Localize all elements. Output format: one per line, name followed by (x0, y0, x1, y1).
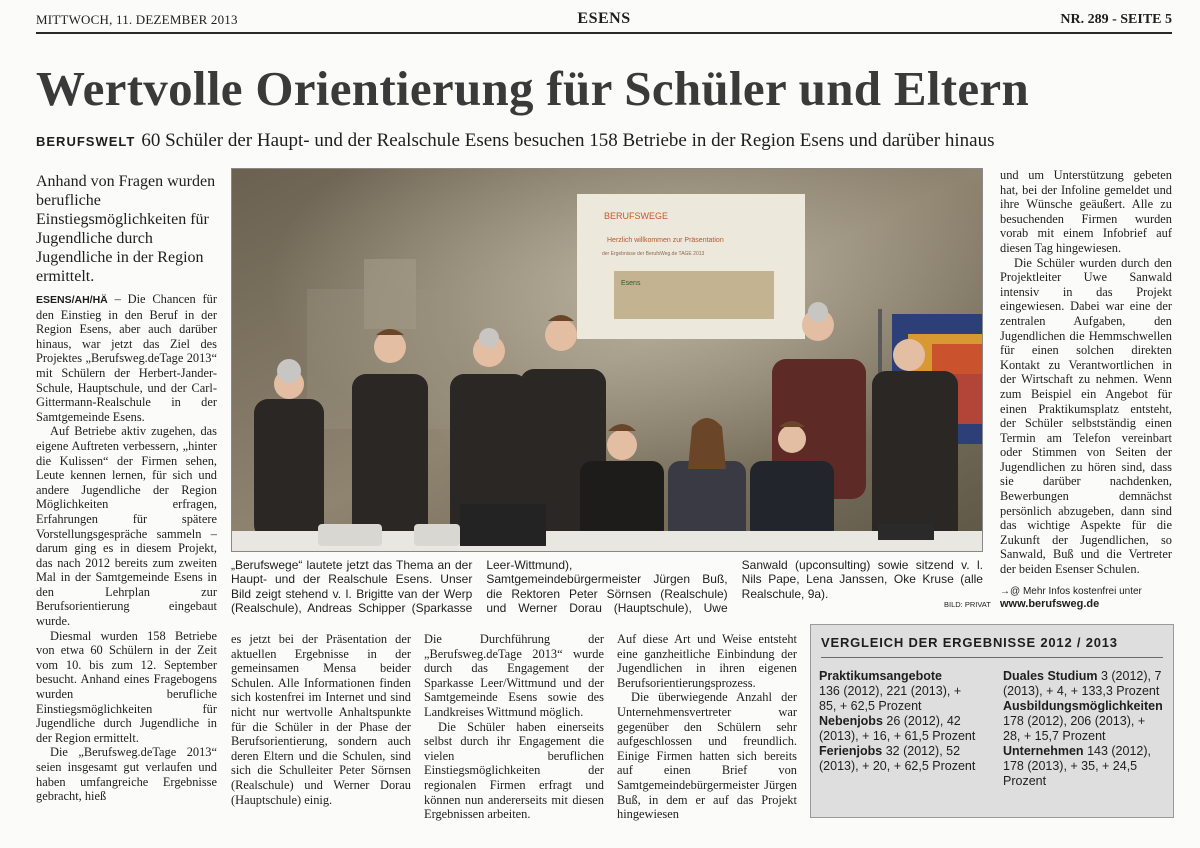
box-title: VERGLEICH DER ERGEBNISSE 2012 / 2013 (821, 635, 1118, 650)
paragraph-10: und um Unterstützung gebeten hat, bei der Infoline gemeldet und ihre Wünsche geäußert. Alle zu besuchenden Firmen wurden vorab mit einem Infobrief auf diesen Tag hingewiesen. (1000, 168, 1172, 255)
kicker (36, 130, 1172, 152)
article-column-1 (36, 292, 217, 827)
photo-illustration (232, 169, 983, 552)
stat-values: 26 (2012), 42 (2013), + 16, + 61,5 Prozent (819, 714, 976, 743)
stat-values: 143 (2012), 178 (2013), + 35, + 24,5 Prozent (1003, 744, 1151, 788)
projector (878, 524, 934, 540)
more-info (1000, 585, 1172, 611)
slide-title: BERUFSWEGE (604, 211, 669, 221)
stat-values: 3 (2012), 7 (2013), + 4, + 133,3 Prozent (1003, 669, 1162, 698)
more-info-text: Mehr Infos kostenfrei unter (1022, 586, 1142, 597)
paragraph-1: – Die Chancen für den Einstieg in den Beruf in der Region Esens, aber auch darüber hinaus, war jetzt das Ziel des Projektes „Berufsweg.deTage 2013“ mit Schülern der Herbert-Jander-Schule, Hauptschule, und der Carl-Gittermann-Realschule in der Samtgemeinde Esens. (36, 292, 217, 424)
projection-slide (577, 194, 805, 339)
article-column-2 (231, 632, 411, 827)
slide-logo: Esens (621, 280, 641, 287)
arrow-icon: →@ (1000, 586, 1021, 597)
paragraph-3: Diesmal wurden 158 Betriebe von etwa 60 Schülern in der Zeit vom 10. bis zum 12. September besucht. Anhand eines Fragebogens wurden berufliche Einstiegsmöglichkeiten für Jugendliche durch Jugendliche in der Region ermittelt. (36, 628, 217, 745)
stat-values: 32 (2012), 52 (2013), + 20, + 62,5 Prozent (819, 744, 976, 773)
article-photo (231, 168, 983, 552)
stat-label: Duales Studium (1003, 669, 1098, 683)
stat-item (1003, 699, 1165, 744)
stat-label: Ferienjobs (819, 744, 883, 758)
paragraph-4: Die „Berufsweg.deTage 2013“ seien insgesamt gut verlaufen und haben umfangreiche Ergebnisse gebracht, hieß (36, 745, 217, 804)
box-rule (821, 657, 1163, 658)
paragraph-6: Die Durchführung der „Berufsweg.deTage 2013“ wurde durch das Engagement der Sparkasse Leer/Wittmund und der Samtgemeinde Esens sowie des Landkreises Wittmund möglich. (424, 632, 604, 719)
stat-item (819, 669, 981, 714)
stat-values: 178 (2012), 206 (2013), + 28, + 15,7 Prozent (1003, 714, 1146, 743)
results-comparison-box (810, 624, 1174, 818)
section-name: ESENS (577, 10, 631, 27)
stat-label: Nebenjobs (819, 714, 883, 728)
more-info-url[interactable]: www.berufsweg.de (1000, 598, 1100, 610)
box-left-column (819, 669, 981, 774)
intro-text: Anhand von Fragen wurden berufliche Einstiegsmöglichkeiten für Jugendliche durch Jugendliche in der Region ermittelt. (36, 173, 216, 285)
box-right-column (1003, 669, 1165, 789)
paragraph-2: Auf Betriebe aktiv zugehen, das eigene Auftreten verbessern, „hinter die Kulissen“ der Firmen sehen, Leute kennen lernen, für sich und andere Jugendliche der Region Möglichkeiten erfragen, Erfahrungen für spätere Vorstellungsgespräche sammeln – darum ging es in diesem Projekt, das nach 2012 bereits zum zweiten Mal in der Samtgemeinde Esens in den Lehrplan zur Berufsorientierung eingebaut wurde. (36, 424, 217, 629)
paragraph-9: Die überwiegende Anzahl der Unternehmensvertreter war gegenüber den Schülern sehr aufgeschlossen und freundlich. Einige Firmen hatten sich bereits auf einen Brief von Samtgemeindebürgermeister Jürgen Buß, in dem er auf das Projekt hingewiesen (617, 690, 797, 822)
stat-item (819, 714, 981, 744)
headline: Wertvolle Orientierung für Schüler und Eltern (36, 61, 1030, 116)
issue-date: MITTWOCH, 11. DEZEMBER 2013 (36, 12, 238, 27)
dateline: ESENS/AH/HÄ (36, 294, 108, 306)
paragraph-11: Die Schüler wurden durch den Projektleiter Uwe Sanwald intensiv in das Projekt eingewiesen. Dabei war eine der zentralen Aufgaben, den Jugendlichen die Hemmschwellen für einen solchen direkten Kontakt zu Verantwortlichen in der Wirtschaft zu nehmen. Wenn zum Beispiel ein Angebot für einen Praktikumsplatz entsteht, der Schüler selbstständig einen Termin am Telefon vereinbart oder Stimmen von Seiten der Jugendlichen zu hören sind, dass sie darüber nachdenken, Bewerbungen demnächst persönlich abzugeben, dann sind das wichtige Aspekte für die Zukunft der Jugendlichen, so Sanwald, Buß und die Vertreter der beiden Esenser Schulen. (1000, 255, 1172, 577)
slide-subtitle: Herzlich willkommen zur Präsentation (607, 237, 724, 244)
stat-label: Unternehmen (1003, 744, 1084, 758)
stat-label: Praktikumsangebote (819, 669, 942, 683)
paragraph-7: Die Schüler haben einerseits selbst durch ihr Engagement die vielen beruflichen Einstiegsmöglichkeiten der regionalen Firmen erfragt und können nun andererseits mit diesen Ergebnissen arbeiten. (424, 719, 604, 822)
article-column-5 (1000, 168, 1172, 588)
stat-item (1003, 744, 1165, 789)
slide-line: der Ergebnisse der BerufsWeg.de TAGE 2013 (602, 251, 705, 257)
masthead (36, 10, 1172, 30)
page-number: NR. 289 - SEITE 5 (1060, 12, 1172, 27)
stat-label: Ausbildungsmöglichkeiten (1003, 699, 1163, 713)
masthead-rule (36, 32, 1172, 34)
kicker-tag: BERUFSWELT (36, 134, 136, 149)
stat-item (1003, 669, 1165, 699)
paragraph-5: es jetzt bei der Präsentation der aktuellen Ergebnisse in der gemeinsamen Mensa beider Schulen. Alle Informationen finden sich kostenfrei im Internet und sind nicht nur wertvolle Anhaltspunkte für die Schüler in der Phase der Berufsorientierung, sondern auch deren Eltern und die Schulen, sind sich die Schulleiter Peter Sörnsen (Realschule) und Werner Dorau (Hauptschule) einig. (231, 632, 411, 807)
article-column-4 (617, 632, 797, 827)
article-column-3 (424, 632, 604, 827)
laptop (460, 504, 546, 546)
kicker-text: 60 Schüler der Haupt- und der Realschule Esens besuchen 158 Betriebe in der Region Esens und darüber hinaus (141, 130, 995, 151)
stat-item (819, 744, 981, 774)
photo-caption: „Berufswege“ lautete jetzt das Thema an der Haupt- und der Realschule Esens. Unser Bild zeigt stehend v. l. Brigitte van der Werp (Realschule), Andreas Schipper (Sparkasse Leer-Wittmund), Samtgemeindebürgermeister Jürgen Buß, die Rektoren Peter Sörnsen (Realschule) und Werner Dorau (Hauptschule), Uwe Sanwald (upconsulting) sowie sitzend v. l. Nils Pape, Lena Janssen, Oke Kruse (alle Realschule, 9a). (231, 558, 983, 616)
paragraph-8: Auf diese Art und Weise entsteht eine ganzheitliche Einbindung der Jugendlichen in ihren eigenen Berufsorientierungsprozess. (617, 632, 797, 690)
stat-values: 136 (2012), 221 (2013), + 85, + 62,5 Prozent (819, 684, 962, 713)
photo-credit: BILD: PRIVAT (944, 600, 991, 609)
